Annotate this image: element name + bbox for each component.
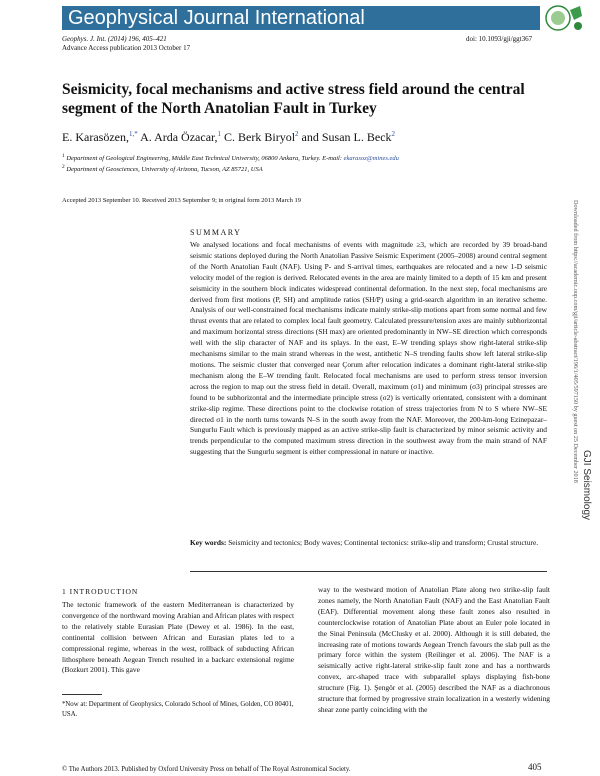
page-number: 405 — [528, 762, 542, 772]
side-watermark — [566, 200, 592, 600]
section-heading: 1 INTRODUCTION — [62, 587, 139, 596]
footnote-divider — [62, 694, 102, 695]
paper-title: Seismicity, focal mechanisms and active stress field around the central segment of the North Anatolian Fault in Turkey — [62, 81, 525, 117]
author-list: E. Karasözen,$^{1,*}$ A. Arda Özacar,$^1$ C. Berk Biryol$^2$ and Susan L. Beck$^2$ — [62, 130, 396, 144]
download-notice: Downloaded from https://academic.oup.com/gji/article-abstract/196/1/405/597150 by guest on 25 December 2018 — [572, 200, 579, 483]
copyright-footer: © The Authors 2013. Published by Oxford University Press on behalf of The Royal Astronomical Society. — [62, 766, 351, 773]
affiliation-2: $^2$ Department of Geosciences, University of Arizona, Tucson, AZ 85721, USA — [62, 164, 263, 174]
divider — [190, 571, 547, 572]
summary-text: We analysed locations and focal mechanisms of events with magnitude ≥3, which are recorded by 39 broad-band seismic stations deployed during the North Anatolian Passive Seismic Experiment (2005–2008) around central segment of the North Anatolian Fault (NAF). Using P- and S-arrival times, earthquakes are relocated and a new 1-D seismic velocity model of the region is derived. Relocated events in the area are mainly limited to a depth of 15 km and present seismicity in the southern block indicates widespread continental deformation. In the next step, focal mechanisms are derived from first motions (P, SH) and amplitude ratios (SH/P) using a grid-search algorithm in an iterative scheme. Analysis of our well-constrained focal mechanisms indicate mainly strike-slip motions apart from some normal and few thrust events that are related to complex local fault geometry. Calculated pressure/tension axes are mainly subhorizontal and maximum horizontal stress directions (SH max) are oriented predominantly in NW–SE direction which corresponds well with the slip character of NAF and its splays. In the east, E–W trending splays show right-lateral strike-slip mechanisms similar to the main strand whereas in the west, antithetic N–S trending faults show left lateral strike-slip motions. The seismic cluster that converged near Çorum after relocation indicates a dominant right-lateral strike-slip mechanism along the E–W trending fault. Relocated focal mechanisms are used to perform stress tensor inversion across the region to map out the stress field in detail. Overall, maximum (σ1) and minimum (σ3) principal stresses are found to be subhorizontal and the intermediate principle stress (σ2) is vertically orientated, consistent with a dominant strike-slip regime. These directions point to the clockwise rotation of stress trajectories from N to S where NW–SE directed σ1 in the north turns towards N–S in the south away from the NAF. Moreover, the 200-km-long Ezinepazar–Sungurlu Fault which is previously mapped as an active strike-slip fault is characterized by minor seismic activity and trends perpendicular to the computed maximum stress direction in the southwest away from the main strand of NAF suggesting that the Sungurlu segment is either compressional in nature or inactive. — [190, 240, 547, 457]
doi[interactable]: doi: 10.1093/gji/ggt367 — [466, 35, 533, 43]
access-date: Advance Access publication 2013 October 17 — [62, 44, 191, 52]
received-dates: Accepted 2013 September 10. Received 2013 September 9; in original form 2013 March 19 — [62, 197, 301, 204]
affiliation-1: $^1$ Department of Geological Engineering, Middle East Technical University, 06800 Ankara, Turkey. E-mail: ekarasoz@mines.edu — [62, 153, 399, 163]
section-label: GJI Seismology — [581, 450, 592, 521]
author: E. Karasözen, — [62, 130, 129, 144]
journal-name: Geophysical Journal International — [68, 7, 365, 29]
intro-column-1: The tectonic framework of the eastern Mediterranean is characterized by convergence of the northward moving Arabian and African plates with respect to the relatively stable Eurasian Plate (Dewey et al. 1986). In the east, continental collision between African and Eurasian plates led to a compressional regime, whereas in the west, rollback of subducting African lithosphere beneath Aegean Trench resulted in a backarc extensional regime (Bozkurt 2001). This gave — [62, 600, 294, 675]
journal-logo-icon — [544, 2, 584, 34]
footnote: *Now at: Department of Geophysics, Colorado School of Mines, Golden, CO 80401, USA. — [62, 701, 294, 718]
citation: Geophys. J. Int. (2014) 196, 405–421 — [62, 35, 167, 43]
summary-heading: SUMMARY — [190, 228, 242, 237]
intro-column-2: way to the westward motion of Anatolian Plate along two strike-slip fault zones namely, the North Anatolian Fault (NAF) and the East Anatolian Fault (EAF). Differential movement along these fault zones also resulted in counterclockwise rotation of Anatolian Plate about an Euler pole located in the Sinai Peninsula (McClusky et al. 2000). Although it is still debated, the increasing rate of motions towards Aegean Trench favours the slab pull as the primary force within the system (Reilinger et al. 2006). The NAF is a seismically active right-lateral strike-slip fault zone and has a northwards convex, arc-shaped trace with subparallel splays displaying fish-bone structure (Fig. 1). Şengör et al. (2005) described the NAF as a diachronous structure that formed by progressive strain localization in a westerly widening shear zone partly coinciding with the — [318, 585, 550, 714]
email-link[interactable]: ekarasoz@mines.edu — [343, 155, 399, 163]
author: and Susan L. Beck — [301, 130, 392, 144]
keywords: Key words: Seismicity and tectonics; Body waves; Continental tectonics: strike-slip and transform; Crustal structure. — [190, 538, 539, 547]
author: C. Berk Biryol — [224, 130, 296, 144]
author: A. Arda Özacar, — [140, 130, 218, 144]
journal-banner — [62, 6, 540, 30]
